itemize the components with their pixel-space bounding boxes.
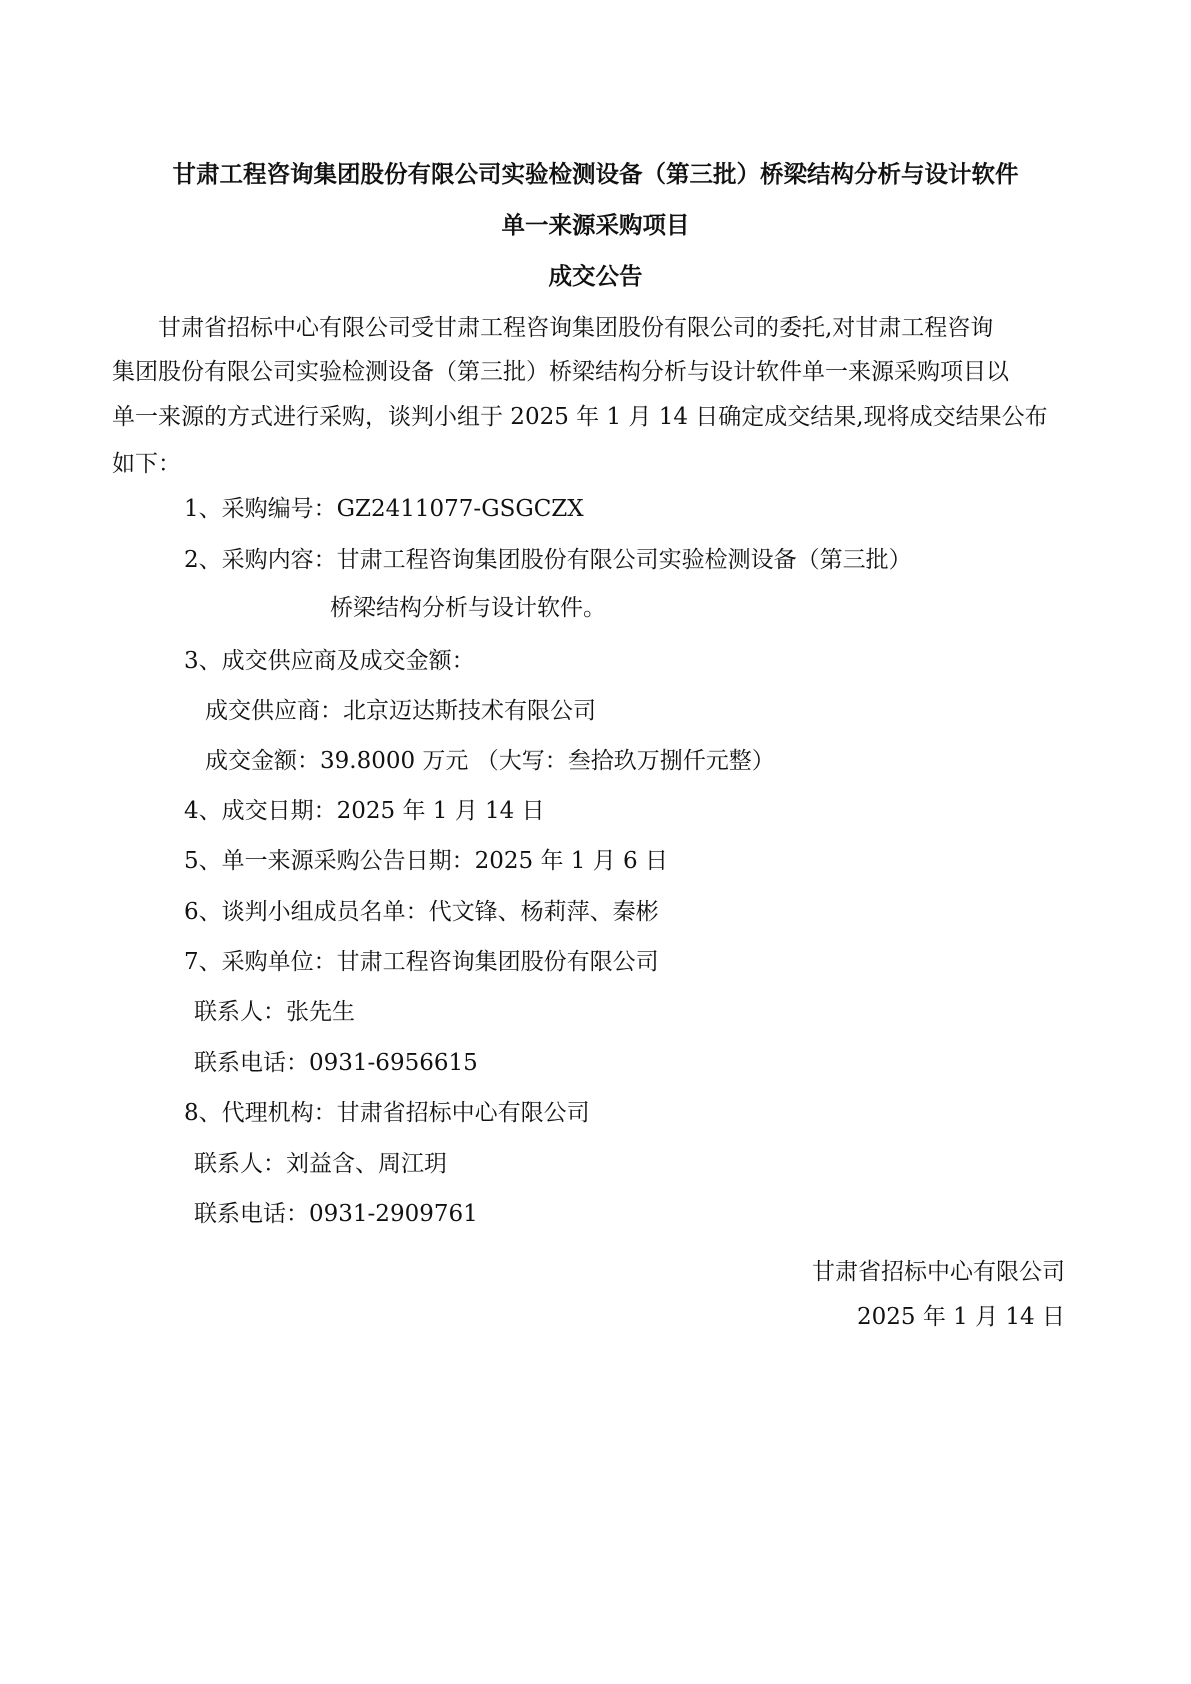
item-winning-supplier: 成交供应商：北京迈达斯技术有限公司 [205, 698, 596, 724]
intro-paragraph-line-4: 如下： [112, 451, 181, 477]
item-award-date: 4、成交日期：2025 年 1 月 14 日 [184, 798, 545, 824]
item-panel-members: 6、谈判小组成员名单：代文锋、杨莉萍、秦彬 [184, 899, 659, 925]
item-supplier-heading: 3、成交供应商及成交金额： [184, 648, 475, 674]
signature-organization: 甘肃省招标中心有限公司 [812, 1259, 1065, 1285]
signature-date: 2025 年 1 月 14 日 [857, 1304, 1065, 1330]
item-purchaser: 7、采购单位：甘肃工程咨询集团股份有限公司 [184, 949, 659, 975]
item-agency-phone: 联系电话：0931-2909761 [194, 1201, 478, 1227]
item-procurement-number: 1、采购编号：GZ2411077-GSGCZX [184, 496, 584, 522]
item-winning-amount: 成交金额：39.8000 万元 （大写：叁拾玖万捌仟元整） [205, 748, 775, 774]
item-agency: 8、代理机构：甘肃省招标中心有限公司 [184, 1100, 590, 1126]
intro-paragraph-line-2: 集团股份有限公司实验检测设备（第三批）桥梁结构分析与设计软件单一来源采购项目以 [112, 359, 1009, 385]
item-agency-contact: 联系人：刘益含、周江玥 [194, 1151, 447, 1177]
document-title-line-3: 成交公告 [548, 262, 643, 290]
document-title-line-2: 单一来源采购项目 [501, 211, 690, 239]
item-purchaser-contact: 联系人：张先生 [194, 999, 355, 1025]
item-procurement-content: 2、采购内容：甘肃工程咨询集团股份有限公司实验检测设备（第三批） [184, 547, 912, 573]
document-title-line-1: 甘肃工程咨询集团股份有限公司实验检测设备（第三批）桥梁结构分析与设计软件 [172, 160, 1019, 188]
item-purchaser-phone: 联系电话：0931-6956615 [194, 1050, 478, 1076]
item-announcement-date: 5、单一来源采购公告日期：2025 年 1 月 6 日 [184, 848, 668, 874]
intro-paragraph-line-3: 单一来源的方式进行采购，谈判小组于 2025 年 1 月 14 日确定成交结果,现将成交结果公布 [112, 404, 1048, 430]
intro-paragraph-line-1: 甘肃省招标中心有限公司受甘肃工程咨询集团股份有限公司的委托,对甘肃工程咨询 [158, 315, 994, 341]
item-procurement-content-continued: 桥梁结构分析与设计软件。 [330, 595, 606, 621]
